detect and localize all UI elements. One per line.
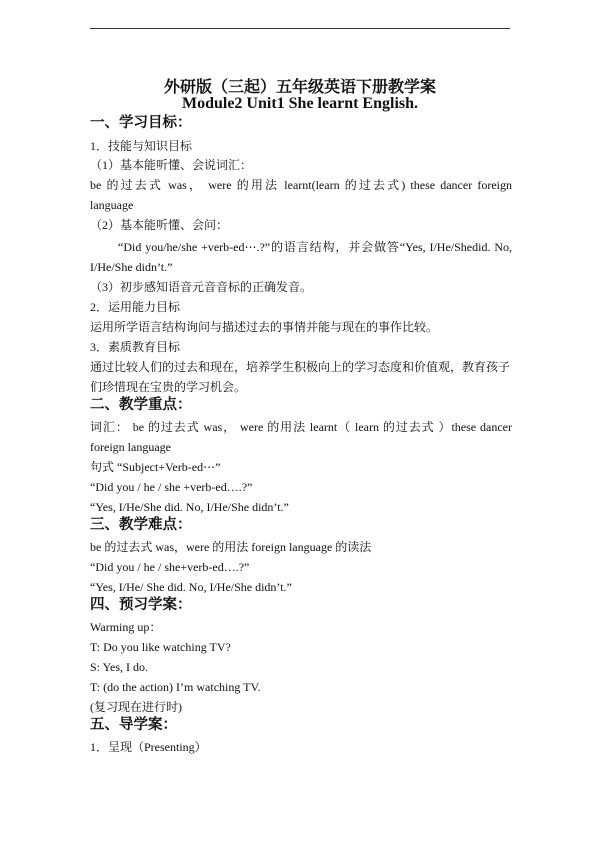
text-line: 1．技能与知识目标 [90,139,193,153]
text-line: be 的过去式 was， were 的用法 learnt(learn 的过去式) these dancer foreign [90,178,512,192]
text-line: 词汇： be 的过去式 was， were 的用法 learnt（ learn 的过去式 ）these dancer [90,420,512,434]
section-heading-difficulties: 三、教学难点： [90,517,192,533]
section-heading-guide: 五、导学案： [90,717,177,733]
text-line: （2）基本能听懂、会问： [90,218,229,232]
text-line: I/He/She didn’t.” [90,260,173,274]
text-line: “Yes, I/He/ She did. No, I/He/She didn’t.” [90,580,292,594]
text-line: 句式 “Subject+Verb-ed⋯” [90,460,221,474]
section-heading-preview: 四、预习学案： [90,597,192,613]
text-line: 3．素质教育目标 [90,340,181,354]
header-rule [90,28,510,29]
text-line: language [90,198,134,212]
document-title: 外研版（三起）五年级英语下册教学案 [163,77,436,96]
text-line: 运用所学语言结构询问与描述过去的事情并能与现在的事作比较。 [90,320,439,334]
text-line: Warming up： [90,620,162,634]
document-subtitle: Module2 Unit1 She learnt English. [181,95,419,112]
text-line: T: Do you like watching TV? [90,640,231,654]
section-heading-key-points: 二、教学重点： [90,397,192,413]
text-line: （3）初步感知语音元音音标的正确发音。 [90,280,313,294]
text-line: 2．运用能力目标 [90,300,181,314]
text-line: “Did you/he/she +verb-ed⋯.?”的语言结构，并会做答“Yes, I/He/Shedid. No, [118,240,512,254]
section-heading-objectives: 一、学习目标： [90,115,192,131]
text-line: T: (do the action) I’m watching TV. [90,680,261,694]
text-line: be 的过去式 was，were 的用法 foreign language 的读法 [90,540,372,554]
text-line: 通过比较人们的过去和现在，培养学生积极向上的学习态度和价值观，教育孩子 [90,360,511,374]
text-line: 们珍惜现在宝贵的学习机会。 [90,380,247,394]
text-line: (复习现在进行时) [90,700,182,714]
text-line: foreign language [90,440,171,454]
text-line: S: Yes, I do. [90,660,149,674]
text-line: “Did you / he / she +verb-ed….?” [90,480,253,494]
text-line: “Yes, I/He/She did. No, I/He/She didn’t.” [90,500,289,514]
text-line: （1）基本能听懂、会说词汇： [90,158,253,172]
text-line: “Did you / he / she+verb-ed….?” [90,560,250,574]
text-line: 1．呈现（Presenting） [90,740,207,754]
